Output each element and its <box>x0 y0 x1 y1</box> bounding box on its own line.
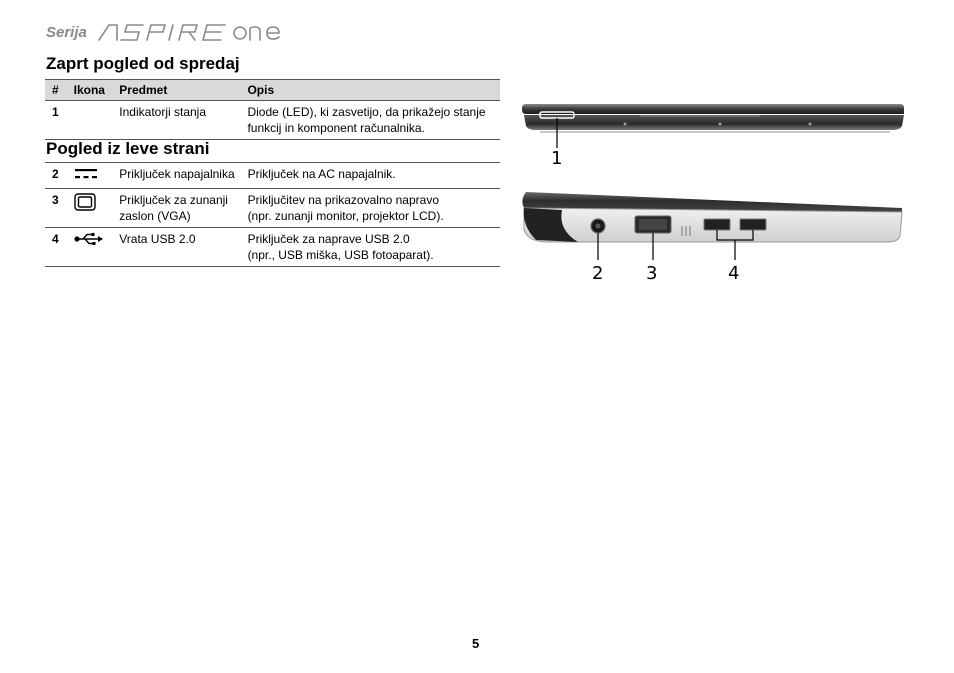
vga-port-icon <box>74 193 96 215</box>
row-description-line: Diode (LED), ki zasvetijo, da prikažejo stanje <box>247 105 486 119</box>
row-description-line: (npr. zunanji monitor, projektor LCD). <box>247 209 444 223</box>
left-view-table <box>45 162 500 267</box>
usb-icon <box>74 232 104 250</box>
row-description-line: Priključitev na prikazovalno napravo <box>247 193 439 207</box>
col-header-icon: Ikona <box>74 80 120 101</box>
callout-3: 3 <box>646 263 658 284</box>
table-row <box>45 101 500 140</box>
row-icon <box>74 189 120 228</box>
row-number: 4 <box>45 228 74 267</box>
callout-1: 1 <box>551 148 563 169</box>
callout-4: 4 <box>728 263 740 284</box>
row-description <box>248 228 500 267</box>
aspire-one-logo <box>95 21 285 43</box>
row-description-line: (npr., USB miška, USB fotoaparat). <box>247 248 434 262</box>
running-header <box>46 18 285 46</box>
front-view-table <box>45 79 500 140</box>
row-description-line: funkcij in komponent računalnika. <box>247 121 425 135</box>
col-header-item: Predmet <box>119 80 247 101</box>
row-item-line: Priključek za zunanji <box>119 193 228 207</box>
front-view-illustration <box>520 96 910 176</box>
series-label: Serija <box>46 23 87 41</box>
table-row <box>45 163 500 189</box>
section-title-front: Zaprt pogled od spredaj <box>46 54 240 73</box>
col-header-number: # <box>45 80 74 101</box>
callout-2: 2 <box>592 263 604 284</box>
table-row <box>45 228 500 267</box>
row-description: Priključek na AC napajalnik. <box>248 163 500 189</box>
row-number: 1 <box>45 101 74 140</box>
page-number: 5 <box>472 636 480 651</box>
row-item: Priključek napajalnika <box>119 163 247 189</box>
row-item: Vrata USB 2.0 <box>119 228 247 267</box>
row-icon <box>74 228 120 267</box>
row-icon <box>74 163 120 189</box>
row-item <box>119 189 247 228</box>
left-view-illustration <box>518 186 910 266</box>
row-description <box>248 189 500 228</box>
row-description-line: Priključek za naprave USB 2.0 <box>247 232 410 246</box>
row-number: 3 <box>45 189 74 228</box>
dc-power-icon <box>74 167 98 185</box>
col-header-description: Opis <box>247 80 500 101</box>
row-item: Indikatorji stanja <box>119 101 247 140</box>
row-icon <box>74 101 120 140</box>
table-row <box>45 189 500 228</box>
section-title-left: Pogled iz leve strani <box>46 139 210 158</box>
row-item-line: zaslon (VGA) <box>119 209 191 223</box>
row-description <box>247 101 500 140</box>
row-number: 2 <box>45 163 74 189</box>
